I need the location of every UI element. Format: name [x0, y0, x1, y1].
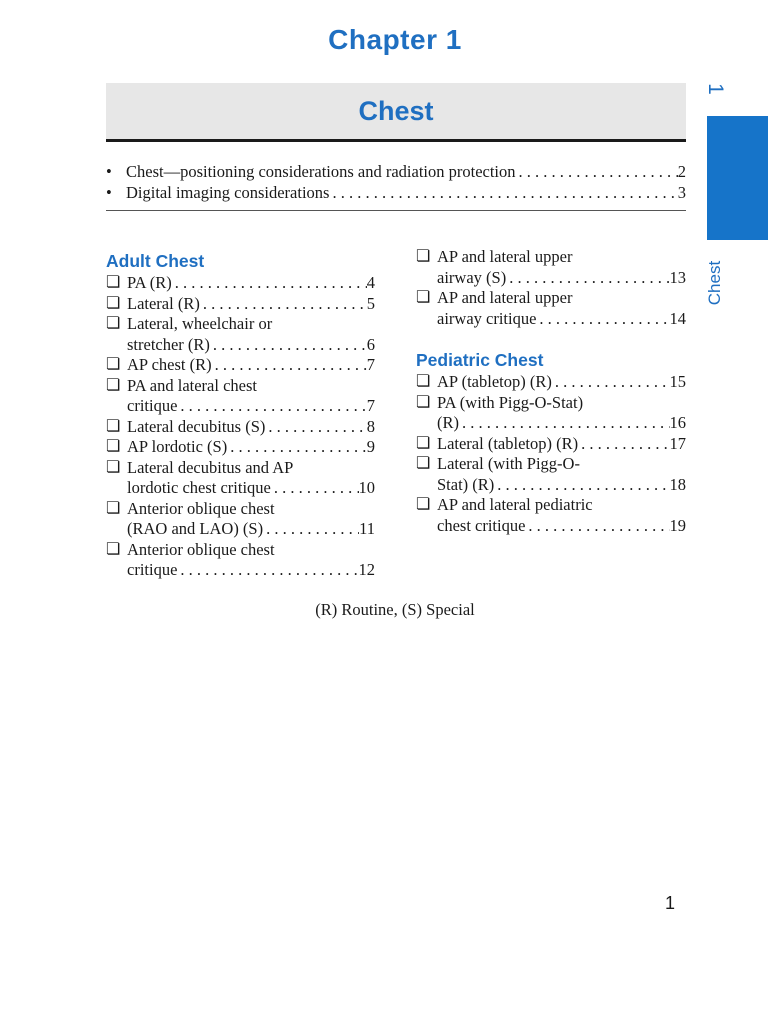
section-title-band — [106, 83, 686, 142]
toc-entry — [106, 417, 375, 438]
toc-entry-text: AP and lateral pediatric — [437, 495, 593, 514]
checkbox-icon: ❏ — [106, 417, 121, 435]
toc-entry-page: 13 — [669, 267, 686, 287]
toc-entry-text: AP and lateral upper — [437, 288, 573, 307]
summary-divider — [106, 210, 686, 211]
toc-entry — [416, 372, 686, 393]
toc-entry-text: Lateral (tabletop) (R) — [437, 433, 579, 453]
toc-entry-text: lordotic chest critique — [127, 478, 271, 497]
toc-entry — [416, 495, 686, 536]
toc-entry-line — [437, 393, 686, 414]
dot-leader — [506, 268, 669, 289]
dot-leader — [329, 182, 677, 203]
chapter-title: Chapter 1 — [328, 24, 462, 55]
toc-entry — [106, 294, 375, 315]
toc-entry — [106, 376, 375, 417]
toc-entry-line — [127, 417, 375, 438]
checkbox-icon: ❏ — [416, 393, 431, 411]
toc-entry-text: PA (with Pigg-O-Stat) — [437, 392, 584, 412]
toc-entry-line — [437, 495, 686, 516]
toc-entry — [106, 314, 375, 355]
toc-entry-page: 7 — [366, 355, 375, 374]
toc-entry-line — [437, 434, 686, 455]
toc-entry-page: 15 — [669, 372, 686, 391]
toc-entry-text: Lateral decubitus (S) — [127, 416, 266, 436]
toc-entry-text: (RAO and LAO) (S) — [127, 519, 264, 538]
chapter-summary — [106, 161, 686, 203]
legend-note: (R) Routine, (S) Special — [315, 600, 475, 619]
toc-entry — [106, 273, 375, 294]
toc-entry-line — [437, 372, 686, 393]
dot-leader — [552, 372, 670, 393]
pediatric-chest-list — [416, 372, 686, 536]
toc-entry-text: Lateral (with Pigg-O- — [437, 454, 580, 473]
toc-entry-line — [437, 413, 686, 434]
toc-entry-text: AP and lateral upper — [437, 247, 573, 266]
toc-column-right — [416, 247, 686, 536]
dot-leader — [578, 434, 669, 455]
checkbox-icon: ❏ — [416, 248, 431, 265]
toc-entry-text: Anterior oblique chest — [127, 539, 275, 559]
dot-leader — [271, 478, 359, 499]
toc-entry-page: 7 — [366, 396, 375, 415]
toc-entry-text: Lateral decubitus and AP — [127, 457, 294, 477]
toc-entry-line — [437, 516, 686, 537]
toc-entry — [416, 393, 686, 434]
summary-item-text: Digital imaging considerations — [126, 183, 330, 202]
toc-entry-page: 4 — [366, 273, 375, 292]
toc-entry-text: Lateral (R) — [127, 293, 200, 313]
dot-leader — [459, 413, 670, 434]
checkbox-icon: ❏ — [106, 274, 121, 291]
toc-entry-text: stretcher (R) — [127, 334, 210, 354]
toc-entry-text: AP (tabletop) (R) — [437, 372, 552, 391]
toc-entry-line — [437, 309, 686, 330]
toc-entry-line — [127, 314, 375, 335]
toc-entry-text: (R) — [437, 413, 459, 432]
toc-entry-line — [127, 335, 375, 356]
checkbox-icon: ❏ — [106, 438, 121, 455]
section-heading-adult-chest: Adult Chest — [106, 251, 205, 271]
toc-entry-line — [127, 376, 375, 397]
summary-item — [106, 182, 686, 203]
dot-leader — [525, 516, 669, 537]
toc-entry — [106, 499, 375, 540]
checkbox-icon: ❏ — [416, 455, 431, 472]
bullet-icon: • — [106, 162, 112, 181]
toc-column-left — [106, 247, 375, 581]
toc-entry-text: airway (S) — [437, 267, 507, 287]
checkbox-icon: ❏ — [416, 496, 431, 513]
toc-entry-text: AP chest (R) — [127, 355, 212, 374]
toc-entry — [416, 247, 686, 288]
toc-entry-text: Stat) (R) — [437, 474, 495, 494]
toc-entry-page: 6 — [366, 334, 375, 354]
checkbox-icon: ❏ — [106, 540, 121, 558]
toc-entry-page: 17 — [669, 433, 686, 453]
toc-entry — [106, 458, 375, 499]
checkbox-icon: ❏ — [416, 434, 431, 452]
checkbox-icon: ❏ — [106, 315, 121, 332]
section-title: Chest — [358, 96, 434, 126]
toc-entry-text: chest critique — [437, 515, 526, 535]
checkbox-icon: ❏ — [416, 373, 431, 390]
toc-entry-page: 19 — [669, 515, 686, 535]
toc-entry-line — [127, 540, 375, 561]
toc-entry-line — [437, 288, 686, 309]
toc-entry-line — [127, 294, 375, 315]
toc-entry-line — [437, 475, 686, 496]
toc-entry-page: 12 — [358, 560, 375, 579]
toc-entry-text: critique — [127, 396, 178, 415]
toc-entry — [416, 288, 686, 329]
dot-leader — [265, 417, 366, 438]
checkbox-icon: ❏ — [416, 289, 431, 306]
toc-entry-line — [127, 437, 375, 458]
summary-item-page: 2 — [677, 162, 686, 181]
toc-entry-text: Lateral, wheelchair or — [127, 314, 273, 333]
dot-leader — [516, 161, 678, 182]
side-tab-number: 1 — [704, 83, 727, 95]
summary-item — [106, 161, 686, 182]
toc-entry-line — [127, 519, 375, 540]
dot-leader — [177, 560, 358, 581]
toc-entry-page: 16 — [669, 413, 686, 432]
dot-leader — [210, 335, 367, 356]
toc-entry-line — [127, 355, 375, 376]
dot-leader — [172, 273, 367, 294]
bullet-icon: • — [106, 183, 112, 202]
toc-entry-line — [127, 478, 375, 499]
toc-entry — [106, 540, 375, 581]
toc-entry-text: PA (R) — [127, 273, 172, 292]
toc-entry — [416, 434, 686, 455]
dot-leader — [494, 475, 669, 496]
toc-entry-page: 10 — [358, 478, 375, 497]
toc-entry-text: AP lordotic (S) — [127, 437, 228, 456]
checkbox-icon: ❏ — [106, 356, 121, 373]
dot-leader — [263, 519, 359, 540]
checkbox-icon: ❏ — [106, 376, 121, 394]
toc-entry-text: airway critique — [437, 308, 537, 328]
toc-entry-page: 18 — [669, 474, 686, 494]
toc-entry-line — [127, 560, 375, 581]
page-number: 1 — [665, 893, 676, 913]
dot-leader — [177, 396, 366, 417]
adult-chest-list — [106, 273, 375, 581]
toc-entry — [106, 437, 375, 458]
side-tab-label: Chest — [705, 260, 724, 306]
checkbox-icon: ❏ — [106, 294, 121, 312]
summary-item-page: 3 — [677, 183, 686, 202]
toc-entry — [106, 355, 375, 376]
side-tab-bar — [707, 116, 768, 240]
toc-entry-line — [127, 499, 375, 520]
toc-entry-page: 14 — [669, 308, 686, 328]
toc-entry-line — [437, 247, 686, 268]
checkbox-icon: ❏ — [106, 499, 121, 517]
summary-item-text: Chest—positioning considerations and radiation protection — [126, 162, 516, 181]
section-heading-pediatric-chest: Pediatric Chest — [416, 350, 544, 370]
toc-entry-page: 5 — [366, 293, 375, 313]
toc-entry-text: critique — [127, 560, 178, 579]
dot-leader — [227, 437, 367, 458]
toc-entry-page: 11 — [359, 519, 375, 538]
toc-entry — [416, 454, 686, 495]
toc-entry-line — [127, 396, 375, 417]
toc-entry-line — [437, 454, 686, 475]
upper-airway-list — [416, 247, 686, 329]
dot-leader — [536, 309, 669, 330]
dot-leader — [200, 294, 367, 315]
toc-entry-line — [127, 273, 375, 294]
toc-entry-line — [437, 268, 686, 289]
toc-entry-page: 9 — [366, 437, 375, 456]
toc-entry-line — [127, 458, 375, 479]
dot-leader — [212, 355, 367, 376]
toc-entry-text: Anterior oblique chest — [127, 498, 275, 518]
checkbox-icon: ❏ — [106, 458, 121, 476]
toc-entry-page: 8 — [366, 416, 375, 436]
toc-entry-text: PA and lateral chest — [127, 375, 257, 395]
